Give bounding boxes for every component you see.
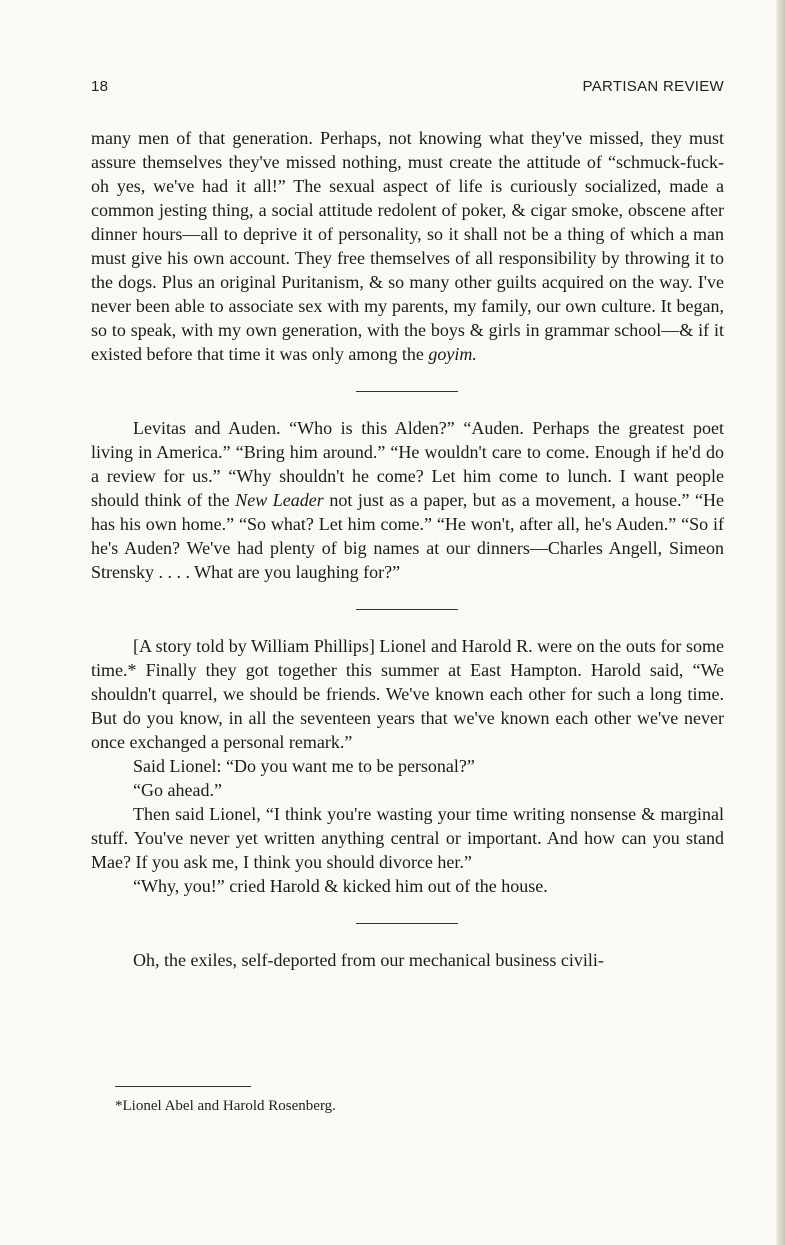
paragraph-continuation: [91, 126, 724, 366]
page-number: 18: [91, 78, 109, 95]
paragraph-levitas-auden: [91, 416, 724, 584]
paragraph-dialogue: Said Lionel: “Do you want me to be personal?”: [133, 756, 475, 776]
paragraph-dialogue: “Go ahead.”: [133, 780, 222, 800]
section-divider: [356, 391, 458, 392]
italic-word: goyim.: [428, 344, 477, 364]
running-header: [91, 78, 724, 100]
footnote: *Lionel Abel and Harold Rosenberg.: [115, 1098, 336, 1114]
paragraph-text: not just as a paper, but as a movement, a house.” “He has his own home.” “So what? Let him come.” “He won't, after all, he's Auden.” “So if he's Auden? We've had plenty of big names at our dinners—Charles Angell, Simeon Strensky . . . . What are you laughing for?”: [91, 490, 725, 582]
paragraph-text: Levitas and Auden. “Who is this Alden?” “Auden. Perhaps the greatest poet living in America.” “Bring him around.” “He wouldn't care to come. Enough if he'd do a review for us.” “Why shouldn't he come? Let him come to lunch. I want people should think of the: [91, 418, 724, 510]
paragraph-exiles: Oh, the exiles, self-deported from our mechanical business civili-: [133, 950, 604, 970]
paragraph-phillips-story: [A story told by William Phillips] Lionel and Harold R. were on the outs for some time.* Finally they got together this summer at East Hampton. Harold said, “We shouldn't quarrel, we should be friends. We've known each other for such a long time. But do you know, in all the seventeen years that we've known each other we've never once exchanged a personal remark.”: [91, 636, 724, 752]
page-edge: [776, 0, 785, 1245]
footnote-rule: [115, 1086, 251, 1087]
paragraph-dialogue: Then said Lionel, “I think you're wasting your time writing nonsense & marginal stuff. You've never yet written anything central or important. And how can you stand Mae? If you ask me, I think you should divorce her.”: [91, 804, 724, 872]
section-divider: [356, 609, 458, 610]
page-body: [91, 126, 724, 972]
paragraph-dialogue: “Why, you!” cried Harold & kicked him out of the house.: [133, 876, 548, 896]
section-divider: [356, 923, 458, 924]
paragraph-text: many men of that generation. Perhaps, not knowing what they've missed, they must assure themselves they've missed nothing, must create the attitude of “schmuck-fuck-oh yes, we've had it all!” The sexual aspect of life is curiously socialized, made a common jesting thing, a social attitude redolent of poker, & cigar smoke, obscene after dinner hours—all to deprive it of personality, so it shall not be a thing of which a man must give his own account. They free themselves of all responsibility by throwing it to the dogs. Plus an original Puritanism, & so many other guilts acquired on the way. I've never been able to associate sex with my parents, my family, our own culture. It began, so to speak, with my own generation, with the boys & girls in grammar school—& if it existed before that time it was only among the: [91, 128, 724, 364]
italic-title: New Leader: [235, 490, 324, 510]
running-head-title: PARTISAN REVIEW: [582, 78, 724, 95]
